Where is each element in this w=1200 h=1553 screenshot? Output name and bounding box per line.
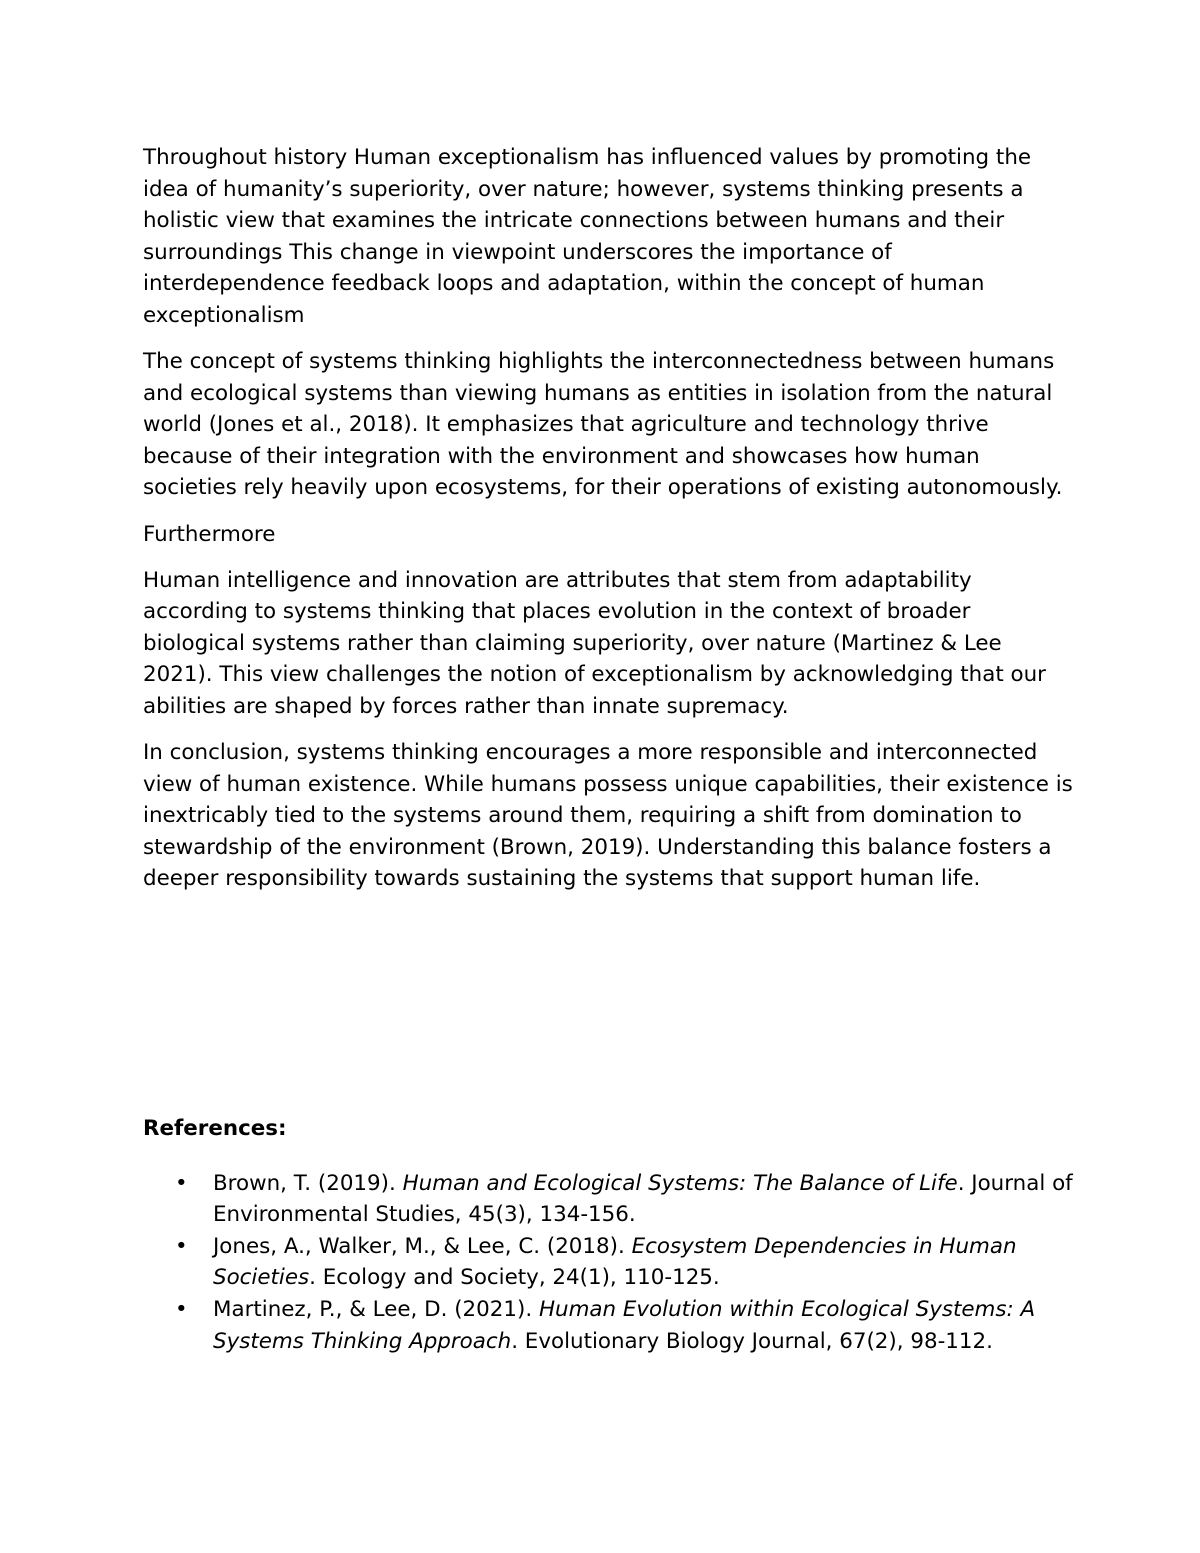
- bullet-icon: •: [175, 1233, 188, 1259]
- reference-item-martinez: [143, 1294, 1073, 1357]
- paragraph-conclusion: In conclusion, systems thinking encourages a more responsible and interconnected view of human existence. While humans possess unique capabilities, their existence is inextricably tied to the systems around them, requiring a shift from domination to stewardship of the environment (Brown, 2019). Understanding this balance fosters a deeper responsibility towards sustaining the systems that support human life.: [143, 740, 1073, 892]
- reference-title: Ecosystem Dependencies in Human Societies: [213, 1233, 1017, 1291]
- bullet-icon: •: [175, 1296, 188, 1322]
- paragraph-transition: Furthermore: [143, 521, 276, 547]
- reference-title: Human and Ecological Systems: The Balance of Life: [402, 1170, 958, 1196]
- bullet-icon: •: [175, 1170, 188, 1196]
- paragraph-adaptability: Human intelligence and innovation are attributes that stem from adaptability according to systems thinking that places evolution in the context of broader biological systems rather than claiming superiority, over nature (Martinez & Lee 2021). This view challenges the notion of exceptionalism by acknowledging that our abilities are shaped by forces rather than innate supremacy.: [143, 567, 1046, 719]
- reference-source: . Evolutionary Biology Journal, 67(2), 98-112.: [511, 1328, 993, 1354]
- paragraph-interconnectedness: The concept of systems thinking highlights the interconnectedness between humans and ecological systems than viewing humans as entities in isolation from the natural world (Jones et al., 2018). It emphasizes that agriculture and technology thrive because of their integration with the environment and showcases how human societies rely heavily upon ecosystems, for their operations of existing autonomously.: [143, 349, 1063, 501]
- reference-authors: Jones, A., Walker, M., & Lee, C. (2018).: [213, 1233, 632, 1259]
- references-heading: References:: [143, 1116, 287, 1141]
- reference-item-brown: [143, 1168, 1073, 1231]
- reference-authors: Martinez, P., & Lee, D. (2021).: [213, 1296, 539, 1322]
- reference-authors: Brown, T. (2019).: [213, 1170, 403, 1196]
- reference-list: [143, 1168, 1073, 1358]
- reference-source: . Ecology and Society, 24(1), 110-125.: [309, 1265, 720, 1291]
- reference-title: Human Evolution within Ecological Systems: A Systems Thinking Approach: [213, 1296, 1036, 1354]
- reference-item-jones: [143, 1231, 1073, 1294]
- paragraph-intro: Throughout history Human exceptionalism has influenced values by promoting the idea of humanity’s superiority, over nature; however, systems thinking presents a holistic view that examines the intricate connections between humans and their surroundings This change in viewpoint underscores the importance of interdependence feedback loops and adaptation, within the concept of human exceptionalism: [143, 145, 1032, 328]
- references-section: [143, 1113, 1073, 1357]
- document-body: [143, 142, 1073, 910]
- reference-source: . Journal of Environmental Studies, 45(3), 134-156.: [213, 1170, 1073, 1228]
